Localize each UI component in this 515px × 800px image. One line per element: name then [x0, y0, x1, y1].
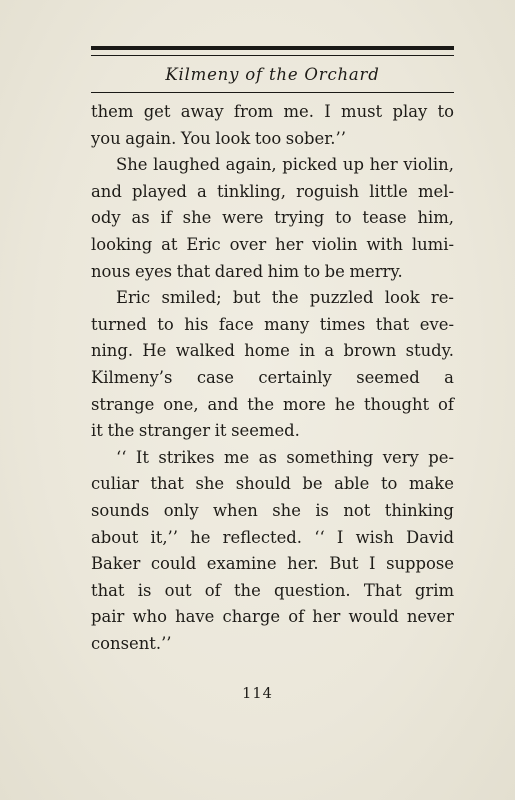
body-text [91, 99, 454, 657]
text-line: Eric smiled; but the puzzled look re- [116, 288, 454, 308]
header-rule-thin [91, 55, 454, 56]
text-line: consent.’’ [91, 633, 172, 653]
text-line: nous eyes that dared him to be merry. [91, 261, 403, 281]
text-line: sounds only when she is not thinking [91, 500, 454, 520]
text-line: and played a tinkling, roguish little mel- [91, 181, 454, 201]
text-line: looking at Eric over her violin with lumi- [91, 234, 454, 254]
text-line: you again. You look too sober.’’ [91, 128, 346, 148]
text-line: them get away from me. I must play to [91, 102, 454, 121]
text-line: Baker could examine her. But I suppose [91, 554, 454, 574]
text-line: strange one, and the more he thought of [91, 394, 454, 414]
header-rule-thick [91, 46, 454, 50]
text-line: She laughed again, picked up her violin, [116, 155, 454, 175]
header-rule-bottom [91, 92, 454, 93]
text-line: Kilmeny’s case certainly seemed a [91, 367, 454, 387]
text-line: about it,’’ he reflected. ‘‘ I wish David [91, 527, 454, 547]
text-line: turned to his face many times that eve- [91, 314, 454, 334]
text-line: ning. He walked home in a brown study. [91, 341, 454, 361]
text-line: ody as if she were trying to tease him, [91, 208, 454, 228]
page-number: 114 [242, 686, 273, 702]
text-line: culiar that she should be able to make [91, 474, 454, 494]
text-line: pair who have charge of her would never [91, 607, 454, 627]
text-line: ‘‘ It strikes me as something very pe- [116, 447, 454, 467]
text-line: it the stranger it seemed. [91, 421, 300, 441]
text-line: that is out of the question. That grim [91, 580, 454, 600]
running-title: Kilmeny of the Orchard [165, 65, 380, 84]
